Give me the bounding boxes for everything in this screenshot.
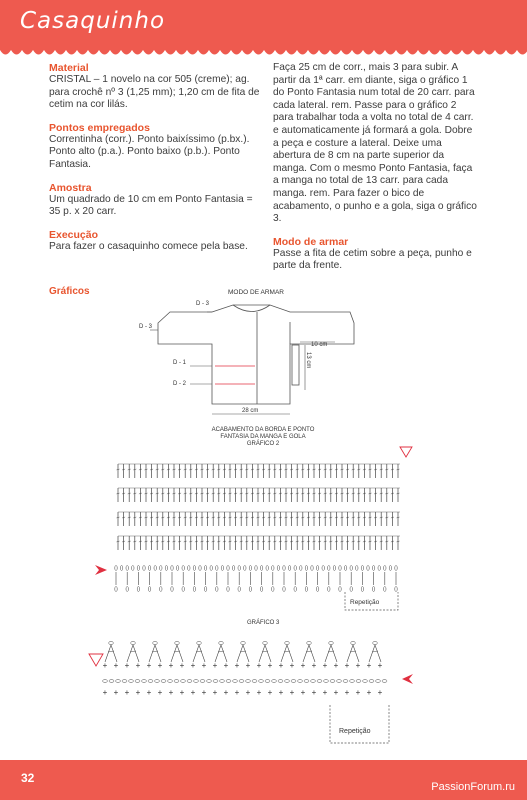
chart3-repeat-label: Repetição — [339, 728, 371, 735]
chart2-stitch-grid — [115, 464, 400, 591]
svg-text:+: + — [124, 661, 130, 670]
svg-text:+: + — [333, 688, 339, 697]
svg-text:+: + — [234, 688, 240, 697]
svg-text:+: + — [234, 661, 240, 670]
section-title: Amostra — [49, 181, 92, 194]
svg-text:+: + — [300, 688, 306, 697]
chart2-repeat-label: Repetição — [350, 599, 380, 606]
garment-outline — [158, 305, 354, 404]
svg-text:+: + — [223, 688, 229, 697]
svg-text:+: + — [157, 688, 163, 697]
svg-text:+: + — [212, 661, 218, 670]
svg-text:+: + — [311, 661, 317, 670]
chart3-stitch-grid — [103, 641, 387, 697]
svg-text:+: + — [333, 661, 339, 670]
svg-text:+: + — [289, 688, 295, 697]
svg-text:+: + — [135, 688, 141, 697]
label-d3-left: D - 3 — [139, 324, 153, 330]
svg-text:+: + — [201, 661, 207, 670]
svg-text:+: + — [245, 688, 251, 697]
svg-text:+: + — [113, 661, 119, 670]
svg-text:+: + — [300, 661, 306, 670]
right-column — [273, 62, 479, 273]
section-title: Pontos empregados — [49, 121, 150, 134]
label-width: 28 cm — [242, 408, 259, 414]
section-title: Material — [49, 62, 89, 74]
svg-text:+: + — [124, 688, 130, 697]
section-body: Faça 25 cm de corr., mais 3 para subir. A partir da 1ª carr. em diante, siga o gráfico 1 do Ponto Fantasia num total de 20 carr. para cada lateral. rem. Passe para o gráfico 2 para trabalhar toda a volta no total de 4 carr. e automaticamente já formará a gola. Dobre a peça e costure a lateral. Deixe uma abertura de 8 cm na parte superior da manga. Com o mesmo Ponto Fantasia, faça a manga no total de 13 carr. para cada manga. rem. Para fazer o bico de acabamento, o punho e a gola, siga o gráfico 3. — [273, 62, 477, 225]
label-d3-top: D - 3 — [196, 301, 210, 307]
svg-text:+: + — [267, 688, 273, 697]
svg-text:+: + — [366, 661, 372, 670]
svg-text:+: + — [190, 688, 196, 697]
chart2-arrow-marker — [95, 565, 107, 575]
graficos-label: Gráficos — [49, 286, 90, 297]
chart2-title-2: FANTASIA DA MANGA E GOLA — [220, 434, 306, 440]
svg-text:+: + — [146, 688, 152, 697]
section-body: Correntinha (corr.). Ponto baixíssimo (p.bx.). Ponto alto (p.a.). Ponto baixo (p.b.). Ponto Fantasia. — [49, 133, 250, 170]
label-sleeve: 10 cm — [311, 342, 328, 348]
svg-text:+: + — [278, 688, 284, 697]
svg-text:+: + — [355, 688, 361, 697]
svg-text:+: + — [201, 688, 207, 697]
scalloped-border — [0, 50, 527, 60]
svg-text:+: + — [168, 688, 174, 697]
page-title: Casaquinho — [20, 8, 166, 34]
svg-text:+: + — [223, 661, 229, 670]
svg-text:+: + — [135, 661, 141, 670]
svg-text:+: + — [245, 661, 251, 670]
chart2-title-1: ACABAMENTO DA BORDA E PONTO — [211, 427, 315, 433]
section-body: Passe a fita de cetim sobre a peça, punho e parte da frente. — [273, 247, 472, 272]
chart2-title-3: GRÁFICO 2 — [246, 441, 280, 447]
chart3-title: GRÁFICO 3 — [247, 620, 280, 626]
svg-text:+: + — [289, 661, 295, 670]
svg-text:+: + — [179, 688, 185, 697]
svg-text:+: + — [256, 661, 262, 670]
svg-text:+: + — [322, 688, 328, 697]
svg-text:+: + — [102, 661, 108, 670]
left-column — [49, 62, 261, 253]
svg-text:+: + — [344, 661, 350, 670]
diagram-red-lines — [215, 366, 255, 384]
chart3-arrow-marker — [402, 674, 413, 684]
section-title: Modo de armar — [273, 235, 349, 248]
svg-text:+: + — [267, 661, 273, 670]
svg-text:+: + — [168, 661, 174, 670]
page-footer — [0, 760, 527, 800]
svg-text:+: + — [278, 661, 284, 670]
label-d1: D - 1 — [173, 360, 187, 366]
svg-text:+: + — [344, 688, 350, 697]
section-body: Um quadrado de 10 cm em Ponto Fantasia = 35 p. x 20 carr. — [49, 193, 253, 218]
svg-text:+: + — [311, 688, 317, 697]
diagram-measure-lines — [150, 312, 335, 414]
svg-text:+: + — [366, 688, 372, 697]
svg-text:+: + — [212, 688, 218, 697]
svg-text:+: + — [377, 688, 383, 697]
svg-text:+: + — [102, 688, 108, 697]
svg-text:+: + — [322, 661, 328, 670]
svg-text:+: + — [113, 688, 119, 697]
svg-text:+: + — [146, 661, 152, 670]
watermark: PassionForum.ru — [431, 781, 515, 793]
diagram-title: MODO DE ARMAR — [228, 289, 284, 296]
svg-text:+: + — [377, 661, 383, 670]
svg-text:+: + — [179, 661, 185, 670]
section-body: Para fazer o casaquinho comece pela base. — [49, 240, 248, 252]
svg-text:+: + — [355, 661, 361, 670]
chart3-start-marker — [89, 654, 103, 666]
svg-text:+: + — [256, 688, 262, 697]
label-height: 13 cm — [305, 352, 311, 369]
section-title: Execução — [49, 228, 99, 241]
svg-text:+: + — [190, 661, 196, 670]
chart2-start-marker — [400, 447, 412, 457]
page-header — [0, 0, 527, 50]
page-number: 32 — [21, 771, 35, 785]
svg-text:+: + — [157, 661, 163, 670]
label-d2: D - 2 — [173, 381, 187, 387]
section-body: CRISTAL – 1 novelo na cor 505 (creme); ag. para crochê nº 3 (1,25 mm); 1,20 cm de fita de cetim na cor lilás. — [49, 74, 260, 111]
